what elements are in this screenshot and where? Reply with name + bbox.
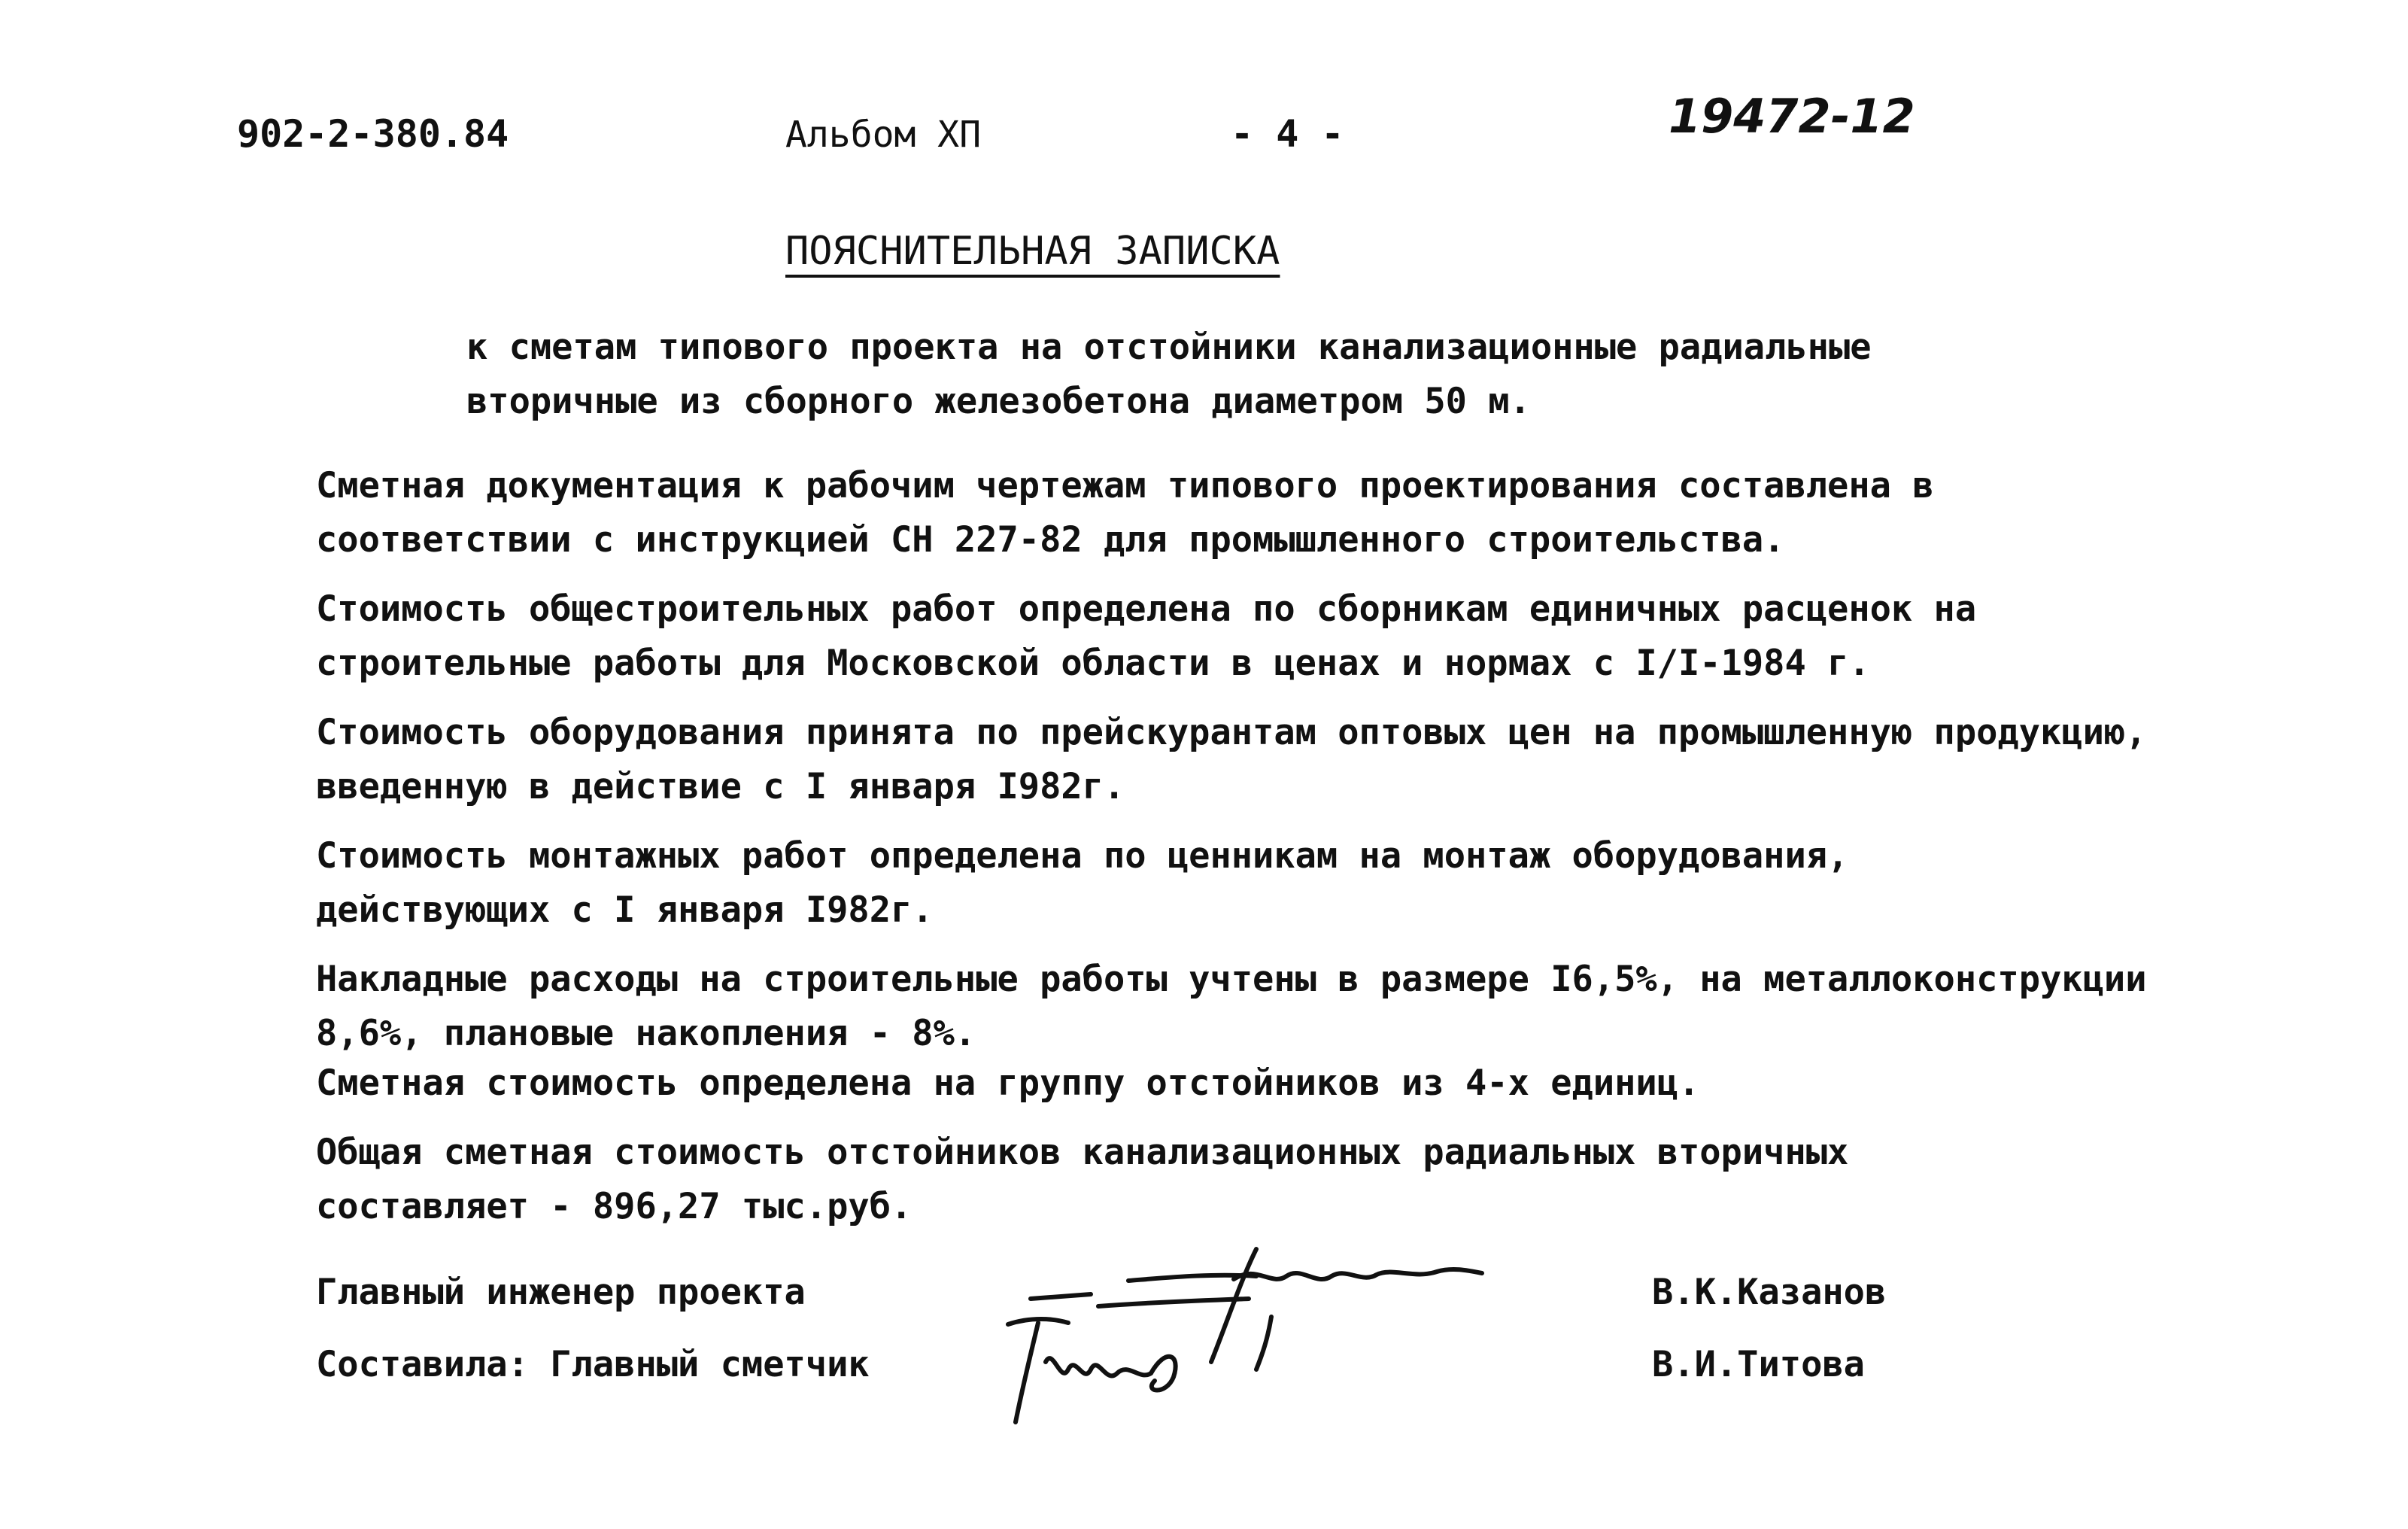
signature-role-chief-estimator: Составила: Главный сметчик [316,1344,870,1385]
signature-titova-stroke [1151,1357,1176,1391]
subtitle-line: к сметам типового проекта на отстойники канализационные радиальные [466,327,1872,368]
signature-kazanov-stroke [1098,1299,1249,1306]
paragraph-line: действующих с I января I982г. [316,889,934,931]
document-code: 902-2-380.84 [237,112,509,156]
document-title: ПОЯСНИТЕЛЬНАЯ ЗАПИСКА [785,229,1280,274]
signature-titova-stroke [1016,1323,1038,1422]
signature-name-kazanov: В.К.Казанов [1652,1272,1887,1313]
paragraph-line: строительные работы для Московской области в ценах и нормах с I/I-1984 г. [316,643,1870,684]
handwritten-inventory-number: 19472-12 [1669,89,1915,144]
page-number: - 4 - [1231,112,1344,156]
paragraph-line: Сметная стоимость определена на группу отстойников из 4-х единиц. [316,1062,1700,1104]
handwritten-signatures [985,1234,1512,1430]
signature-kazanov-stroke [1211,1249,1256,1362]
signature-kazanov-stroke [1031,1294,1091,1299]
signature-name-titova: В.И.Титова [1652,1344,1865,1385]
signature-titova-stroke [1256,1317,1271,1369]
paragraph-line: Сметная документация к рабочим чертежам типового проектирования составлена в [316,465,1934,506]
paragraph-line: Накладные расходы на строительные работы учтены в размере I6,5%, на металлоконструкции [316,959,2147,1000]
album-label: Альбом XП [785,114,982,156]
paragraph-line: введенную в действие с I января I982г. [316,766,1125,807]
paragraph-line: соответствии с инструкцией СН 227-82 для промышленного строительства. [316,519,1785,561]
paragraph-line: Общая сметная стоимость отстойников канализационных радиальных вторичных [316,1132,1849,1173]
paragraph-line: Стоимость общестроительных работ определена по сборникам единичных расценок на [316,588,1977,630]
signature-role-chief-engineer: Главный инженер проекта [316,1272,806,1313]
paragraph-line: 8,6%, плановые накопления - 8%. [316,1013,976,1054]
subtitle-line: вторичные из сборного железобетона диаметром 50 м. [466,381,1531,422]
paragraph-line: Стоимость оборудования принята по прейскурантам оптовых цен на промышленную продукцию, [316,712,2147,753]
paragraph-line: Стоимость монтажных работ определена по ценникам на монтаж оборудования, [316,835,1849,877]
signature-kazanov-stroke [1234,1269,1482,1279]
signature-titova-stroke [1046,1358,1151,1375]
paragraph-line: составляет - 896,27 тыс.руб. [316,1186,912,1227]
